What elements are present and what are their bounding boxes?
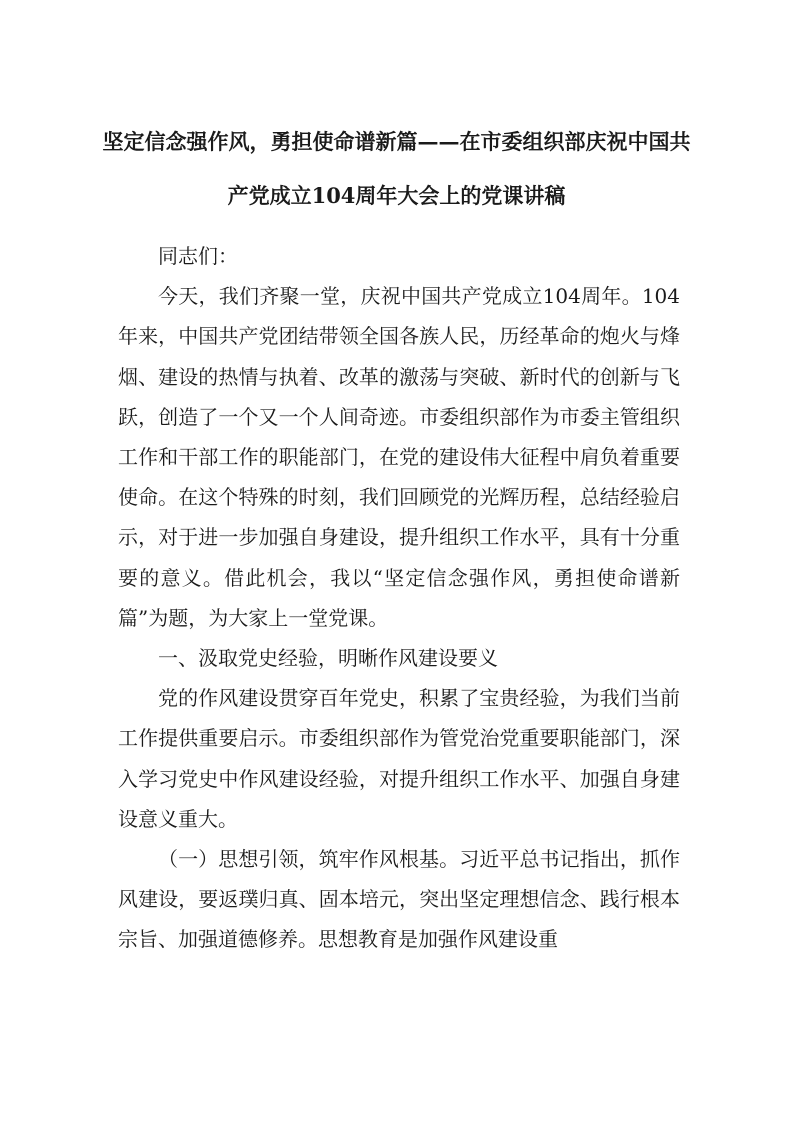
section-1-paragraph: 党的作风建设贯穿百年党史，积累了宝贵经验，为我们当前工作提供重要启示。市委组织部作为管党治党重要职能部门，深入学习党史中作风建设经验，对提升组织工作水平、加强自身建设意义重大。 bbox=[118, 686, 680, 831]
document-title: 坚定信念强作风，勇担使命谱新篇——在市委组织部庆祝中国共产党成立104周年大会上的党课讲稿 bbox=[102, 129, 691, 208]
subsection-1-paragraph: （一）思想引领，筑牢作风根基。习近平总书记指出，抓作风建设，要返璞归真、固本培元，突出坚定理想信念、践行根本宗旨、加强道德修养。思想教育是加强作风建设重 bbox=[118, 847, 680, 952]
intro-paragraph: 今天，我们齐聚一堂，庆祝中国共产党成立104周年。104年来，中国共产党团结带领全国各族人民，历经革命的炮火与烽烟、建设的热情与执着、改革的激荡与突破、新时代的创新与飞跃，创造了一个又一个人间奇迹。市委组织部作为市委主管组织工作和干部工作的职能部门，在党的建设伟大征程中肩负着重要使命。在这个特殊的时刻，我们回顾党的光辉历程，总结经验启示，对于进一步加强自身建设，提升组织工作水平，具有十分重要的意义。借此机会，我以“坚定信念强作风，勇担使命谱新篇”为题，为大家上一堂党课。 bbox=[118, 284, 680, 630]
document-body bbox=[118, 236, 680, 960]
section-heading-1: 一、汲取党史经验，明晰作风建设要义 bbox=[158, 646, 498, 671]
salutation: 同志们： bbox=[158, 244, 238, 268]
